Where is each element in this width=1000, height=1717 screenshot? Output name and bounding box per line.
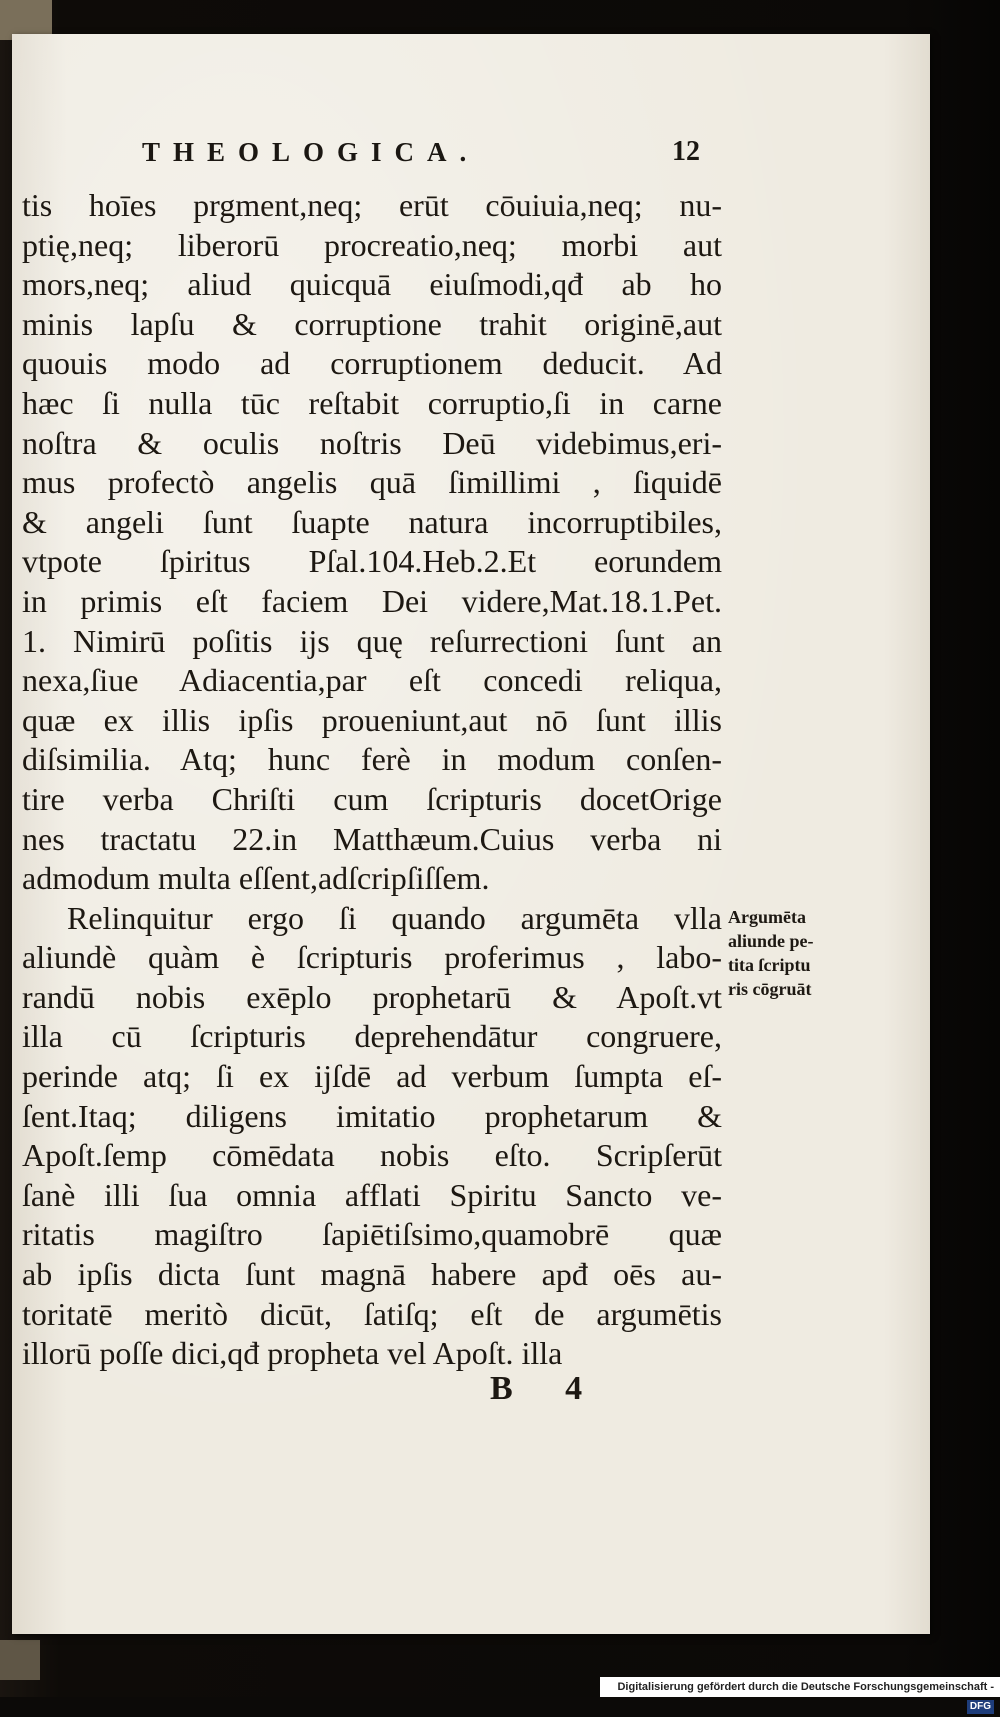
signature-mark: B 4	[490, 1370, 605, 1407]
body-line: 1. Nimirū poſitis ijs quę reſurrectioni ſunt an	[22, 622, 722, 659]
margin-note-line: tita ſcriptu	[728, 955, 811, 975]
body-line: tire verba Chriſti cum ſcripturis docetOrige	[22, 780, 722, 817]
body-line: mus profectò angelis quā ſimillimi , ſiquidē	[22, 464, 722, 501]
margin-note	[728, 905, 858, 1001]
body-line: Relinquitur ergo ſi quando argumēta vlla	[67, 899, 722, 936]
body-line: perinde atq; ſi ex ijſdē ad verbum ſumpta eſ-	[22, 1058, 722, 1095]
body-line: ab ipſis dicta ſunt magnā habere apđ oēs au-	[22, 1256, 722, 1293]
margin-note-line: aliunde pe-	[728, 931, 814, 951]
book-corner-bottom	[0, 1640, 40, 1680]
body-line: aliundè quàm è ſcripturis proferimus , labo-	[22, 939, 722, 976]
body-line: in primis eſt faciem Dei videre,Mat.18.1.Pet.	[22, 582, 722, 619]
body-line: diſsimilia. Atq; hunc ferè in modum conſen-	[22, 741, 722, 778]
body-line: vtpote ſpiritus Pſal.104.Heb.2.Et eorundem	[22, 543, 722, 580]
body-line: ptię,neq; liberorū procreatio,neq; morbi aut	[22, 226, 722, 263]
body-line: nes tractatu 22.in Matthæum.Cuius verba ni	[22, 820, 722, 857]
running-head: THEOLOGICA.	[142, 137, 480, 167]
body-line: illa cū ſcripturis deprehendātur congruere,	[22, 1018, 722, 1055]
body-line: toritatē meritò dicūt, ſatiſq; eſt de argumētis	[22, 1295, 722, 1332]
body-line: ſent.Itaq; diligens imitatio prophetarum &	[22, 1097, 722, 1134]
body-line: Apoſt.ſemp cōmēdata nobis eſto. Scripſerūt	[22, 1137, 722, 1174]
body-line: tis hoīes prgment,neq; erūt cōuiuia,neq; nu-	[22, 187, 722, 223]
body-line: hæc ſi nulla tūc reſtabit corruptio,ſi in carne	[22, 384, 722, 421]
body-line: admodum multa eſſent,adſcripſiſſem.	[22, 860, 490, 897]
body-line: noſtra & oculis noſtris Deū videbimus,eri-	[22, 424, 722, 461]
body-line: ſanè illi ſua omnia afflati Spiritu Sancto ve-	[22, 1176, 722, 1213]
margin-note-line: Argumēta	[728, 907, 806, 927]
body-line: mors,neq; aliud quicquā eiuſmodi,qđ ab ho	[22, 266, 722, 303]
page-number: 12	[672, 136, 700, 167]
body-line: quæ ex illis ipſis proueniunt,aut nō ſunt illis	[22, 701, 722, 738]
body-text	[22, 186, 722, 1374]
margin-note-line: ris cōgruāt	[728, 979, 812, 999]
body-line: randū nobis exēplo prophetarū & Apoſt.vt	[22, 978, 722, 1015]
dfg-logo: DFG	[967, 1700, 994, 1714]
body-line: nexa,ſiue Adiacentia,par eſt concedi reliqua,	[22, 662, 722, 699]
footer-credit: Digitalisierung gefördert durch die Deutsche Forschungsgemeinschaft -	[617, 1681, 994, 1693]
body-line: minis lapſu & corruptione trahit originē,aut	[22, 305, 722, 342]
body-line: quouis modo ad corruptionem deducit. Ad	[22, 345, 722, 382]
body-line: illorū poſſe dici,qđ propheta vel Apoſt. illa	[22, 1335, 563, 1372]
body-line: ritatis magiſtro ſapiētiſsimo,quamobrē quæ	[22, 1216, 722, 1253]
footer-credit-bar	[600, 1677, 1000, 1713]
body-line: & angeli ſunt ſuapte natura incorruptibiles,	[22, 503, 722, 540]
